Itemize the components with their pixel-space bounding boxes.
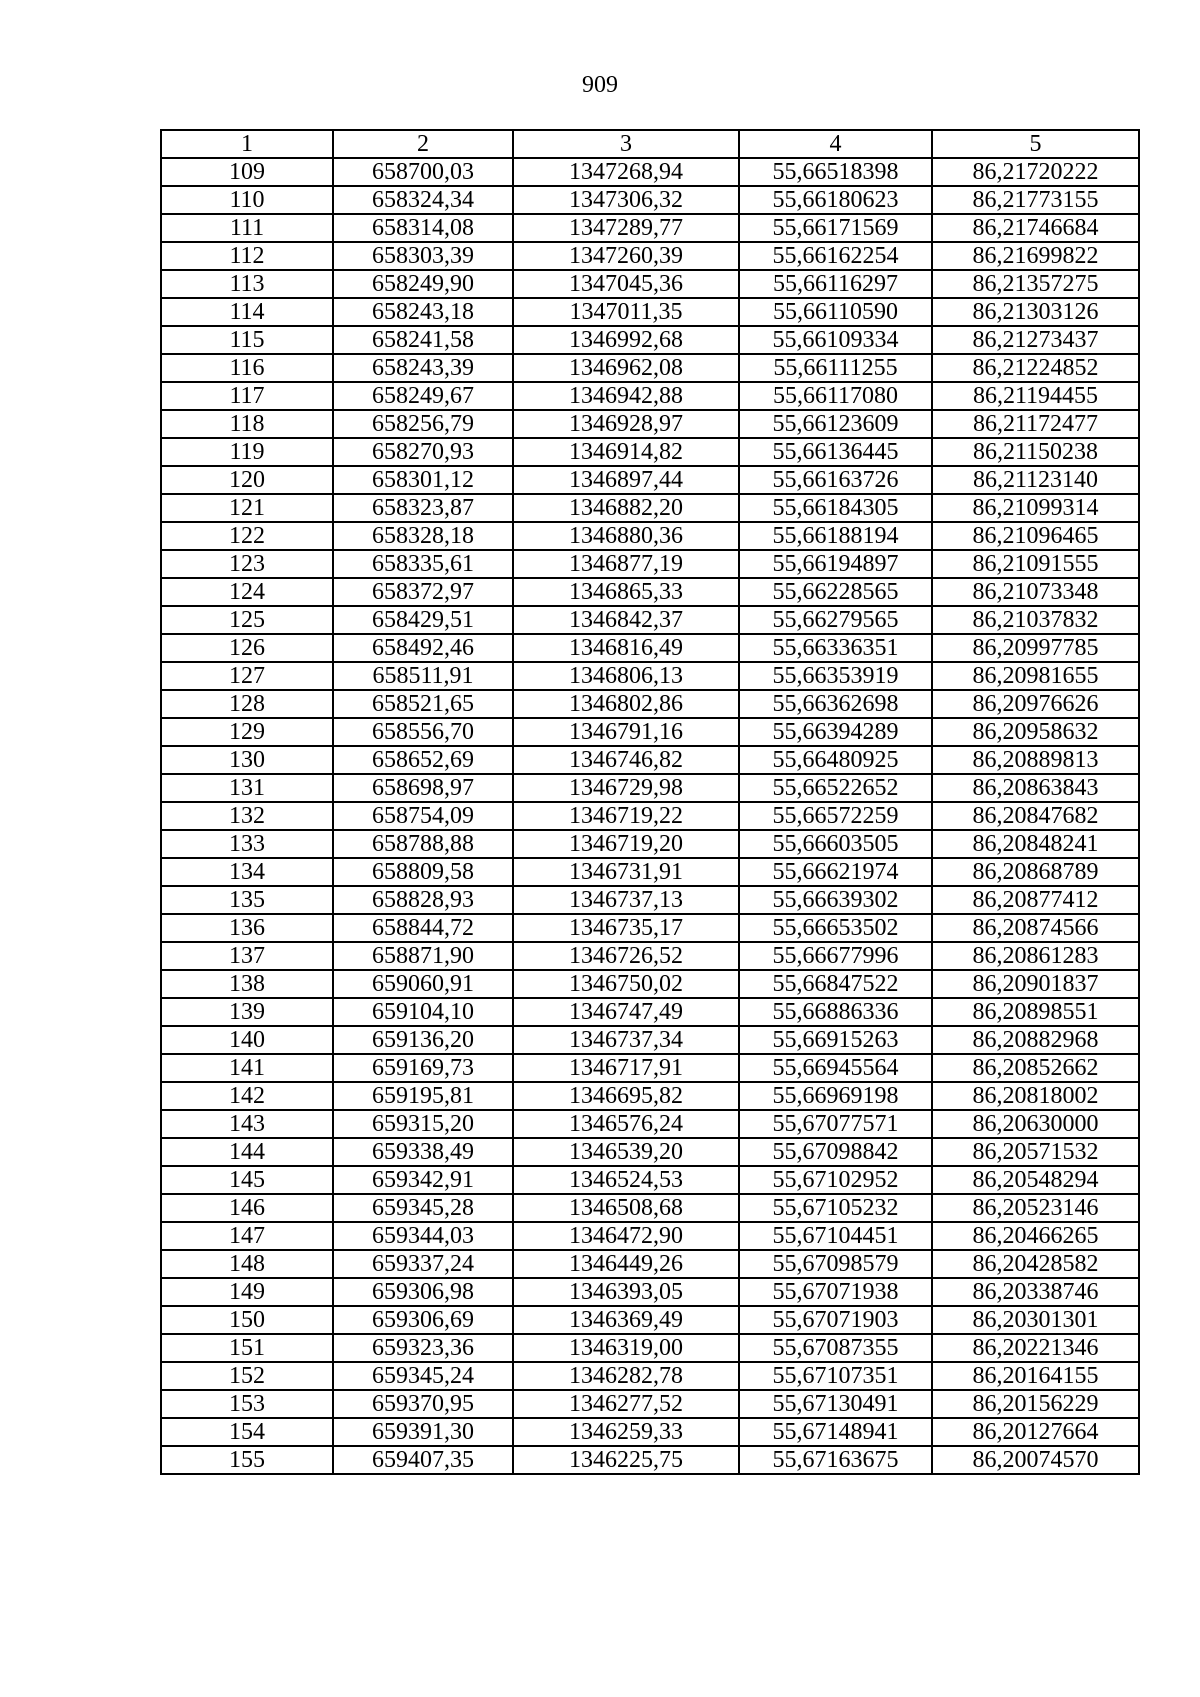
table-cell: 55,66188194 [739,522,932,550]
table-cell: 1346747,49 [513,998,739,1026]
table-cell: 1347289,77 [513,214,739,242]
table-cell: 1346524,53 [513,1166,739,1194]
table-cell: 134 [161,858,333,886]
table-cell: 55,66109334 [739,326,932,354]
table-cell: 55,66522652 [739,774,932,802]
table-cell: 86,21699822 [932,242,1139,270]
table-cell: 55,66171569 [739,214,932,242]
table-row [161,1418,1139,1446]
table-cell: 659391,30 [333,1418,513,1446]
table-cell: 659337,24 [333,1250,513,1278]
table-cell: 137 [161,942,333,970]
table-cell: 1346225,75 [513,1446,739,1474]
table-cell: 1346992,68 [513,326,739,354]
table-cell: 658844,72 [333,914,513,942]
table-row [161,354,1139,382]
table-cell: 116 [161,354,333,382]
table-cell: 55,67077571 [739,1110,932,1138]
table-cell: 55,66136445 [739,438,932,466]
table-cell: 1346576,24 [513,1110,739,1138]
table-cell: 86,21091555 [932,550,1139,578]
table-cell: 55,66603505 [739,830,932,858]
table-cell: 659315,20 [333,1110,513,1138]
table-row [161,634,1139,662]
table-cell: 55,66184305 [739,494,932,522]
table-cell: 658700,03 [333,158,513,186]
table-cell: 659407,35 [333,1446,513,1474]
column-header: 3 [513,130,739,158]
table-cell: 86,20818002 [932,1082,1139,1110]
table-row [161,1446,1139,1474]
table-row [161,214,1139,242]
table-row [161,186,1139,214]
table-cell: 86,20848241 [932,830,1139,858]
table-cell: 86,20164155 [932,1362,1139,1390]
table-cell: 118 [161,410,333,438]
table-row [161,1250,1139,1278]
table-cell: 86,21303126 [932,298,1139,326]
table-cell: 139 [161,998,333,1026]
table-row [161,998,1139,1026]
table-row [161,382,1139,410]
table-cell: 1346393,05 [513,1278,739,1306]
table-cell: 1346914,82 [513,438,739,466]
table-cell: 55,66162254 [739,242,932,270]
table-cell: 55,66336351 [739,634,932,662]
table-cell: 110 [161,186,333,214]
table-cell: 55,67148941 [739,1418,932,1446]
table-row [161,886,1139,914]
table-cell: 1346865,33 [513,578,739,606]
table-cell: 658871,90 [333,942,513,970]
table-cell: 86,21273437 [932,326,1139,354]
table-row [161,1054,1139,1082]
table-cell: 140 [161,1026,333,1054]
table-cell: 1346282,78 [513,1362,739,1390]
table-cell: 111 [161,214,333,242]
table-cell: 129 [161,718,333,746]
table-cell: 1346928,97 [513,410,739,438]
table-cell: 86,20127664 [932,1418,1139,1446]
table-cell: 109 [161,158,333,186]
table-cell: 55,66116297 [739,270,932,298]
table-row [161,830,1139,858]
table-cell: 659104,10 [333,998,513,1026]
table-cell: 122 [161,522,333,550]
table-cell: 55,66480925 [739,746,932,774]
table-row [161,242,1139,270]
table-cell: 1346877,19 [513,550,739,578]
table-cell: 55,67104451 [739,1222,932,1250]
table-cell: 55,66180623 [739,186,932,214]
table-row [161,578,1139,606]
table-row [161,1166,1139,1194]
table-row [161,298,1139,326]
table-cell: 143 [161,1110,333,1138]
table-cell: 1346882,20 [513,494,739,522]
table-cell: 659195,81 [333,1082,513,1110]
table-cell: 148 [161,1250,333,1278]
table-cell: 659344,03 [333,1222,513,1250]
table-cell: 86,20338746 [932,1278,1139,1306]
table-cell: 86,20868789 [932,858,1139,886]
table-cell: 1346816,49 [513,634,739,662]
table-cell: 1346319,00 [513,1334,739,1362]
table-cell: 153 [161,1390,333,1418]
table-row [161,158,1139,186]
table-cell: 1346942,88 [513,382,739,410]
table-cell: 145 [161,1166,333,1194]
table-cell: 659169,73 [333,1054,513,1082]
table-cell: 86,21357275 [932,270,1139,298]
table-cell: 659342,91 [333,1166,513,1194]
table-cell: 121 [161,494,333,522]
column-header: 1 [161,130,333,158]
table-cell: 658556,70 [333,718,513,746]
table-row [161,774,1139,802]
table-cell: 659370,95 [333,1390,513,1418]
table-row [161,746,1139,774]
table-cell: 86,20156229 [932,1390,1139,1418]
table-cell: 1346717,91 [513,1054,739,1082]
table-cell: 1346737,13 [513,886,739,914]
table-cell: 658256,79 [333,410,513,438]
table-row [161,1390,1139,1418]
table-cell: 1346472,90 [513,1222,739,1250]
table-cell: 1346277,52 [513,1390,739,1418]
table-cell: 659345,28 [333,1194,513,1222]
table-cell: 86,20901837 [932,970,1139,998]
table-cell: 658372,97 [333,578,513,606]
table-row [161,410,1139,438]
table-cell: 86,20882968 [932,1026,1139,1054]
table-cell: 55,67098579 [739,1250,932,1278]
table-cell: 658249,67 [333,382,513,410]
table-cell: 138 [161,970,333,998]
table-cell: 1346806,13 [513,662,739,690]
table-cell: 130 [161,746,333,774]
table-cell: 55,67071903 [739,1306,932,1334]
table-cell: 1346897,44 [513,466,739,494]
table-row [161,1278,1139,1306]
table-cell: 1347306,32 [513,186,739,214]
table-cell: 86,20074570 [932,1446,1139,1474]
table-cell: 55,66111255 [739,354,932,382]
table-cell: 86,21746684 [932,214,1139,242]
column-header: 5 [932,130,1139,158]
table-row [161,438,1139,466]
table-cell: 133 [161,830,333,858]
table-cell: 1346842,37 [513,606,739,634]
table-cell: 135 [161,886,333,914]
table-cell: 55,67130491 [739,1390,932,1418]
table-cell: 86,20898551 [932,998,1139,1026]
table-cell: 1346880,36 [513,522,739,550]
table-cell: 154 [161,1418,333,1446]
column-header: 4 [739,130,932,158]
table-cell: 659338,49 [333,1138,513,1166]
table-cell: 112 [161,242,333,270]
table-cell: 55,66518398 [739,158,932,186]
table-cell: 658652,69 [333,746,513,774]
table-cell: 658301,12 [333,466,513,494]
table-cell: 131 [161,774,333,802]
table-cell: 55,67105232 [739,1194,932,1222]
table-cell: 1347045,36 [513,270,739,298]
table-cell: 126 [161,634,333,662]
table-cell: 659345,24 [333,1362,513,1390]
table-cell: 132 [161,802,333,830]
table-cell: 55,66677996 [739,942,932,970]
table-cell: 55,66621974 [739,858,932,886]
coordinates-table [160,129,1140,1475]
table-cell: 86,20852662 [932,1054,1139,1082]
table-cell: 124 [161,578,333,606]
table-cell: 55,66639302 [739,886,932,914]
table-cell: 1346539,20 [513,1138,739,1166]
table-cell: 55,67102952 [739,1166,932,1194]
table-cell: 125 [161,606,333,634]
table-cell: 150 [161,1306,333,1334]
table-cell: 86,20874566 [932,914,1139,942]
table-cell: 658324,34 [333,186,513,214]
table-cell: 55,66117080 [739,382,932,410]
table-row [161,858,1139,886]
table-cell: 55,66123609 [739,410,932,438]
table-row [161,606,1139,634]
table-cell: 86,20889813 [932,746,1139,774]
table-cell: 1347011,35 [513,298,739,326]
table-row [161,326,1139,354]
table-cell: 86,20571532 [932,1138,1139,1166]
table-cell: 119 [161,438,333,466]
table-cell: 658328,18 [333,522,513,550]
table-cell: 658754,09 [333,802,513,830]
table-cell: 113 [161,270,333,298]
table-cell: 86,20976626 [932,690,1139,718]
table-cell: 86,21720222 [932,158,1139,186]
table-cell: 86,20863843 [932,774,1139,802]
column-header: 2 [333,130,513,158]
table-header-row [161,130,1139,158]
table-cell: 1346695,82 [513,1082,739,1110]
table-cell: 86,21773155 [932,186,1139,214]
table-cell: 658429,51 [333,606,513,634]
table-cell: 658521,65 [333,690,513,718]
table-cell: 123 [161,550,333,578]
table-cell: 1346508,68 [513,1194,739,1222]
table-cell: 86,21123140 [932,466,1139,494]
table-cell: 658270,93 [333,438,513,466]
table-cell: 144 [161,1138,333,1166]
table-cell: 55,66163726 [739,466,932,494]
table-cell: 86,21096465 [932,522,1139,550]
table-row [161,802,1139,830]
table-cell: 55,66353919 [739,662,932,690]
table-cell: 658243,18 [333,298,513,326]
table-row [161,662,1139,690]
table-cell: 659323,36 [333,1334,513,1362]
table-row [161,718,1139,746]
table-cell: 86,20630000 [932,1110,1139,1138]
table-cell: 658303,39 [333,242,513,270]
table-cell: 86,20847682 [932,802,1139,830]
table-cell: 114 [161,298,333,326]
table-cell: 1346369,49 [513,1306,739,1334]
table-cell: 55,66394289 [739,718,932,746]
table-cell: 55,67087355 [739,1334,932,1362]
table-row [161,494,1139,522]
table-cell: 55,66945564 [739,1054,932,1082]
table-body [161,158,1139,1474]
table-cell: 155 [161,1446,333,1474]
table-cell: 142 [161,1082,333,1110]
table-cell: 55,67098842 [739,1138,932,1166]
table-row [161,690,1139,718]
table-cell: 55,66915263 [739,1026,932,1054]
table-cell: 1346731,91 [513,858,739,886]
table-cell: 86,20548294 [932,1166,1139,1194]
table-cell: 55,67107351 [739,1362,932,1390]
table-cell: 86,20301301 [932,1306,1139,1334]
table-row [161,1138,1139,1166]
table-cell: 1346750,02 [513,970,739,998]
table-cell: 1346449,26 [513,1250,739,1278]
table-cell: 1346791,16 [513,718,739,746]
page-number: 909 [582,72,618,98]
table-cell: 658249,90 [333,270,513,298]
table-cell: 659060,91 [333,970,513,998]
table-cell: 146 [161,1194,333,1222]
table-cell: 658243,39 [333,354,513,382]
table-row [161,970,1139,998]
table-cell: 86,21224852 [932,354,1139,382]
table-cell: 86,20958632 [932,718,1139,746]
table-cell: 55,66653502 [739,914,932,942]
table-cell: 86,21037832 [932,606,1139,634]
table-cell: 117 [161,382,333,410]
table-row [161,1362,1139,1390]
table-cell: 1346729,98 [513,774,739,802]
table-row [161,550,1139,578]
table-cell: 55,66886336 [739,998,932,1026]
table-cell: 1346802,86 [513,690,739,718]
table-row [161,1194,1139,1222]
table-row [161,942,1139,970]
table-cell: 1346746,82 [513,746,739,774]
table-cell: 658809,58 [333,858,513,886]
table-cell: 151 [161,1334,333,1362]
table-row [161,1334,1139,1362]
table-cell: 120 [161,466,333,494]
table-cell: 86,21150238 [932,438,1139,466]
table-cell: 1346719,20 [513,830,739,858]
table-row [161,466,1139,494]
table-row [161,1306,1139,1334]
table-cell: 136 [161,914,333,942]
table-cell: 86,21099314 [932,494,1139,522]
table-cell: 658335,61 [333,550,513,578]
table-cell: 86,20981655 [932,662,1139,690]
table-cell: 658314,08 [333,214,513,242]
table-cell: 1347260,39 [513,242,739,270]
table-cell: 141 [161,1054,333,1082]
table-cell: 86,20466265 [932,1222,1139,1250]
table-cell: 128 [161,690,333,718]
table-row [161,270,1139,298]
table-cell: 149 [161,1278,333,1306]
table-cell: 86,21073348 [932,578,1139,606]
table-cell: 115 [161,326,333,354]
table-cell: 86,20428582 [932,1250,1139,1278]
table-cell: 1346962,08 [513,354,739,382]
table-row [161,1110,1139,1138]
table-cell: 1346735,17 [513,914,739,942]
table-cell: 86,20523146 [932,1194,1139,1222]
table-cell: 658511,91 [333,662,513,690]
table-cell: 86,20221346 [932,1334,1139,1362]
table-row [161,522,1139,550]
table-cell: 55,66847522 [739,970,932,998]
table-cell: 658241,58 [333,326,513,354]
table-cell: 1346726,52 [513,942,739,970]
table-cell: 86,21194455 [932,382,1139,410]
table-cell: 55,66194897 [739,550,932,578]
table-cell: 147 [161,1222,333,1250]
table-cell: 55,66279565 [739,606,932,634]
table-row [161,1222,1139,1250]
table-cell: 55,66572259 [739,802,932,830]
table-cell: 1346737,34 [513,1026,739,1054]
table-cell: 55,66228565 [739,578,932,606]
table-cell: 658323,87 [333,494,513,522]
table-cell: 55,67163675 [739,1446,932,1474]
table-cell: 658828,93 [333,886,513,914]
table-cell: 658492,46 [333,634,513,662]
table-cell: 1346259,33 [513,1418,739,1446]
table-cell: 86,21172477 [932,410,1139,438]
table-cell: 86,20861283 [932,942,1139,970]
table-row [161,1026,1139,1054]
table-cell: 86,20877412 [932,886,1139,914]
table-cell: 659306,69 [333,1306,513,1334]
table-row [161,914,1139,942]
table-cell: 55,67071938 [739,1278,932,1306]
table-cell: 55,66362698 [739,690,932,718]
table-cell: 55,66969198 [739,1082,932,1110]
table-cell: 127 [161,662,333,690]
table-cell: 86,20997785 [932,634,1139,662]
table-cell: 1347268,94 [513,158,739,186]
table-cell: 659306,98 [333,1278,513,1306]
table-row [161,1082,1139,1110]
table-cell: 659136,20 [333,1026,513,1054]
table-cell: 152 [161,1362,333,1390]
table-cell: 658698,97 [333,774,513,802]
table-cell: 658788,88 [333,830,513,858]
table-cell: 55,66110590 [739,298,932,326]
table-cell: 1346719,22 [513,802,739,830]
